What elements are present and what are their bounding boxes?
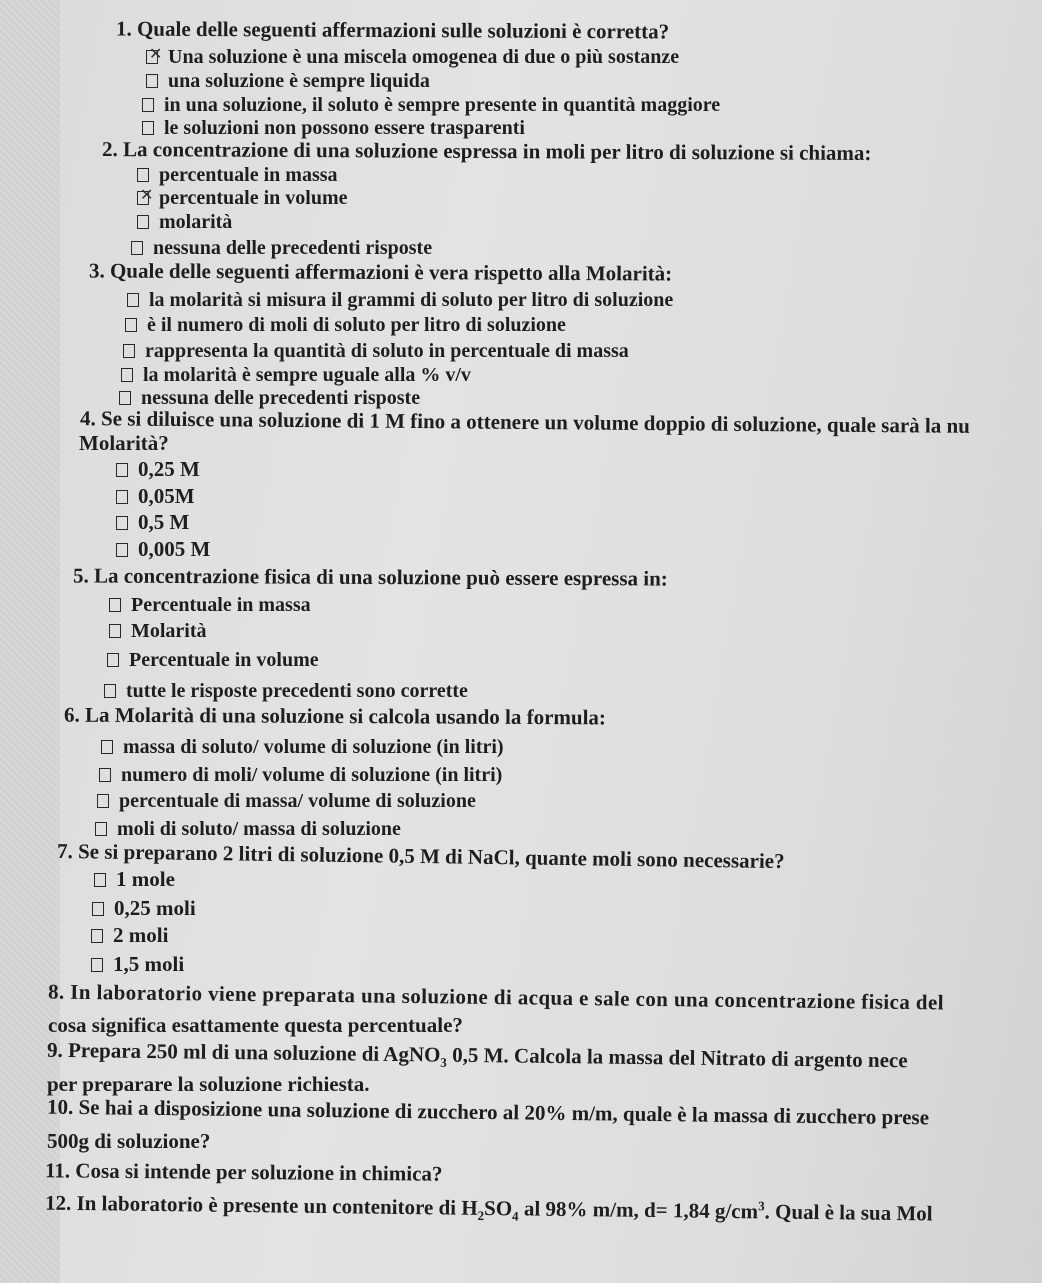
question-4: 4. Se si diluisce una soluzione di 1 M fino a ottenere un volume doppio di soluzione, quale sarà la nu <box>79 406 970 438</box>
question-10-continued: 500g di soluzione? <box>47 1129 211 1153</box>
checkbox-icon[interactable] <box>95 822 107 836</box>
q3-option-4[interactable]: la molarità è sempre uguale alla % v/v <box>121 365 471 385</box>
q2-option-1[interactable]: percentuale in massa <box>137 165 338 185</box>
q7-option-3[interactable]: 2 moli <box>91 925 168 946</box>
checkbox-icon[interactable] <box>101 740 113 754</box>
q5-option-3[interactable]: Percentuale in volume <box>107 650 319 670</box>
q1-option-2[interactable]: una soluzione è sempre liquida <box>146 71 430 91</box>
checkbox-icon[interactable] <box>137 215 149 229</box>
question-9-continued: per preparare la soluzione richiesta. <box>47 1072 370 1096</box>
checkbox-icon[interactable] <box>94 873 106 887</box>
question-11: 11. Cosa si intende per soluzione in chimica? <box>44 1158 443 1186</box>
checkbox-icon[interactable] <box>116 490 128 504</box>
checkbox-icon[interactable] <box>121 368 133 382</box>
q5-option-4[interactable]: tutte le risposte precedenti sono corrette <box>104 681 468 701</box>
question-12: 12. In laboratorio è presente un contenitore di $H_2SO_4$ al 98% m/m, d= 1,84 $g/cm^3$. Qual è la sua Mol <box>44 1190 933 1226</box>
checkbox-icon[interactable] <box>109 598 121 612</box>
question-5: 5. La concentrazione fisica di una soluzione può essere espressa in: <box>72 563 668 591</box>
checkbox-icon[interactable] <box>104 684 116 698</box>
q3-option-2[interactable]: è il numero di moli di soluto per litro di soluzione <box>125 315 566 335</box>
question-8: 8. In laboratorio viene preparata una soluzione di acqua e sale con una concentrazione fisica del <box>47 979 945 1015</box>
question-9: 9. Prepara 250 ml di una soluzione di AgNO$_3$ 0,5 M. Calcola la massa del Nitrato di argento nece <box>46 1037 908 1073</box>
checkbox-icon[interactable] <box>116 516 128 530</box>
question-4-continued: Molarità? <box>79 431 169 455</box>
q2-option-3[interactable]: molarità <box>137 212 232 232</box>
checkbox-checked-icon[interactable] <box>146 50 158 64</box>
q5-option-1[interactable]: Percentuale in massa <box>109 595 311 615</box>
question-6: 6. La Molarità di una soluzione si calcola usando la formula: <box>63 702 607 730</box>
question-7: 7. Se si preparano 2 litri di soluzione 0,5 M di NaCl, quante moli sono necessarie? <box>56 838 785 874</box>
checkbox-icon[interactable] <box>116 463 128 477</box>
q7-option-1[interactable]: 1 mole <box>94 869 175 890</box>
checkbox-icon[interactable] <box>137 168 149 182</box>
q6-option-2[interactable]: numero di moli/ volume di soluzione (in litri) <box>99 765 502 785</box>
q3-option-5[interactable]: nessuna delle precedenti risposte <box>119 388 420 408</box>
q1-option-1[interactable]: ✕Una soluzione è una miscela omogenea di due o più sostanze <box>146 47 679 67</box>
checkbox-icon[interactable] <box>142 98 154 112</box>
question-10: 10. Se hai a disposizione una soluzione di zucchero al 20% m/m, quale è la massa di zucchero prese <box>46 1094 930 1130</box>
checkbox-icon[interactable] <box>123 344 135 358</box>
q4-option-1[interactable]: 0,25 M <box>116 459 200 480</box>
checkbox-icon[interactable] <box>116 543 128 557</box>
q7-option-2[interactable]: 0,25 moli <box>92 898 196 919</box>
question-2: 2. La concentrazione di una soluzione espressa in moli per litro di soluzione si chiama: <box>101 136 872 166</box>
q1-option-4[interactable]: le soluzioni non possono essere trasparenti <box>142 118 525 138</box>
checkbox-icon[interactable] <box>107 653 119 667</box>
checkbox-checked-icon[interactable] <box>137 191 149 205</box>
q5-option-2[interactable]: Molarità <box>109 621 207 641</box>
q4-option-4[interactable]: 0,005 M <box>116 539 210 560</box>
checkbox-icon[interactable] <box>119 391 131 405</box>
q6-option-4[interactable]: moli di soluto/ massa di soluzione <box>95 819 401 839</box>
q6-option-1[interactable]: massa di soluto/ volume di soluzione (in litri) <box>101 737 504 757</box>
checkbox-icon[interactable] <box>131 241 143 255</box>
question-3: 3. Quale delle seguenti affermazioni è vera rispetto alla Molarità: <box>88 258 673 286</box>
checkbox-icon[interactable] <box>92 902 104 916</box>
q4-option-2[interactable]: 0,05M <box>116 486 195 507</box>
question-1: 1. Quale delle seguenti affermazioni sulle soluzioni è corretta? <box>115 16 670 44</box>
checkbox-icon[interactable] <box>142 121 154 135</box>
q4-option-3[interactable]: 0,5 M <box>116 512 189 533</box>
checkbox-icon[interactable] <box>146 74 158 88</box>
checkbox-icon[interactable] <box>97 794 109 808</box>
checkbox-icon[interactable] <box>127 293 139 307</box>
q3-option-1[interactable]: la molarità si misura il grammi di soluto per litro di soluzione <box>127 290 673 310</box>
q1-option-3[interactable]: in una soluzione, il soluto è sempre presente in quantità maggiore <box>142 95 720 115</box>
checkbox-icon[interactable] <box>109 624 121 638</box>
q3-option-3[interactable]: rappresenta la quantità di soluto in percentuale di massa <box>123 341 629 361</box>
q2-option-2[interactable]: ✕percentuale in volume <box>137 188 348 208</box>
q6-option-3[interactable]: percentuale di massa/ volume di soluzione <box>97 791 476 811</box>
checkbox-icon[interactable] <box>125 318 137 332</box>
q7-option-4[interactable]: 1,5 moli <box>91 954 184 975</box>
checkbox-icon[interactable] <box>91 958 103 972</box>
checkbox-icon[interactable] <box>99 768 111 782</box>
q2-option-4[interactable]: nessuna delle precedenti risposte <box>131 238 432 258</box>
question-8-continued: cosa significa esattamente questa percentuale? <box>48 1013 463 1037</box>
checkbox-icon[interactable] <box>91 929 103 943</box>
